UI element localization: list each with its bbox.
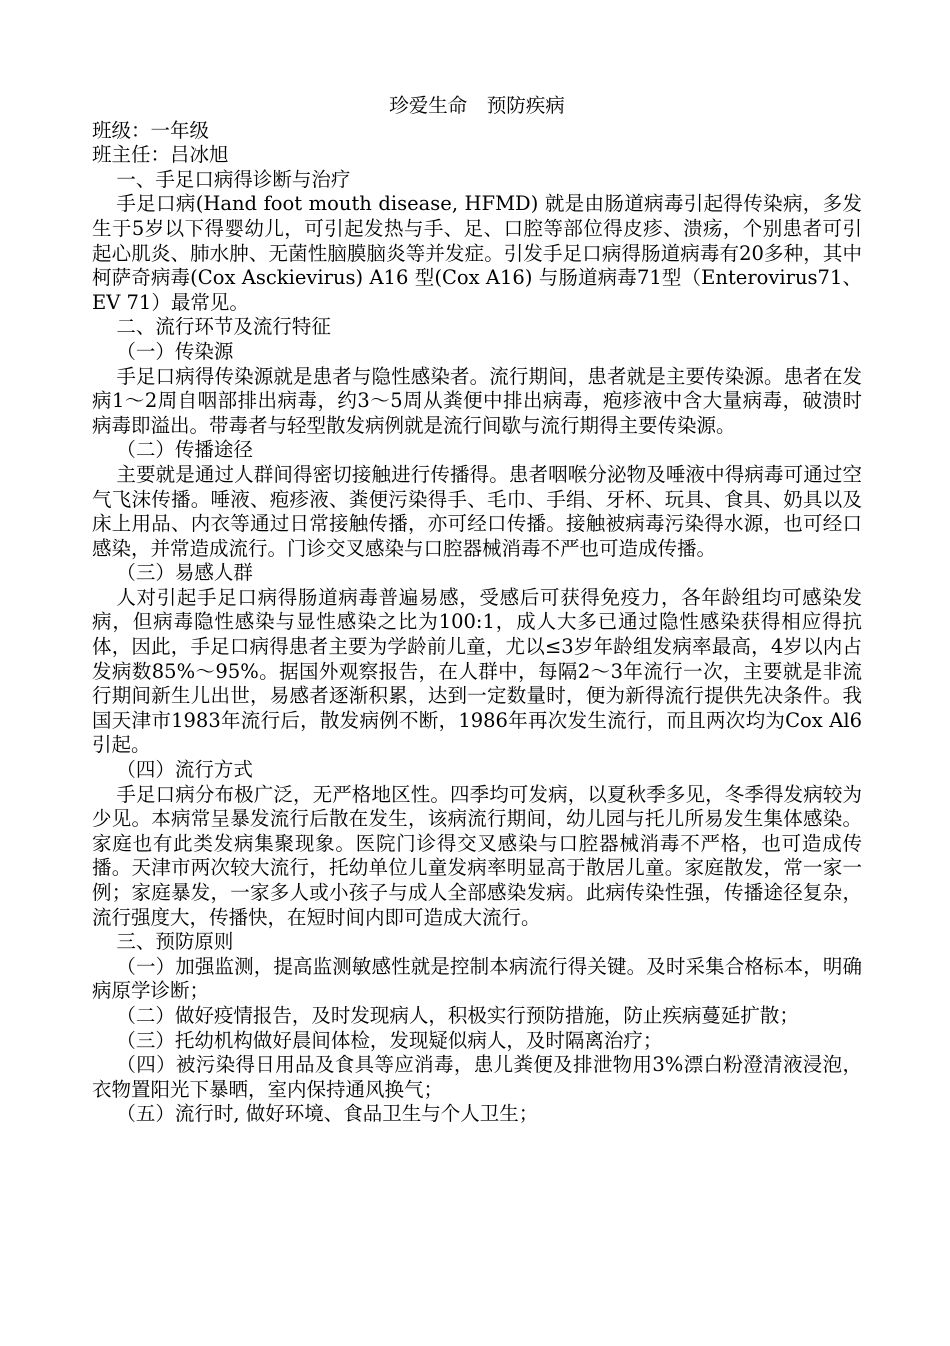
section-heading-diagnosis: 一、手足口病得诊断与治疗 (116, 167, 351, 191)
paragraph-epidemic-pattern: 手足口病分布极广泛，无严格地区性。四季均可发病，以夏秋季多见，冬季得发病较为少见。本病常呈暴发流行后散在发生，该病流行期间，幼儿园与托儿所易发生集体感染。家庭也有此类发病集聚现象。医院门诊得交叉感染与口腔器械消毒不严格，也可造成传播。天津市两次较大流行，托幼单位儿童发病率明显高于散居儿童。家庭散发，常一家一例；家庭暴发，一家多人或小孩子与成人全部感染发病。此病传染性强，传播途径复杂，流行强度大，传播快，在短时间内即可造成大流行。 (92, 782, 862, 929)
prevention-item-5: （五）流行时, 做好环境、食品卫生与个人卫生； (116, 1102, 539, 1126)
prevention-item-1: （一）加强监测，提高监测敏感性就是控制本病流行得关键。及时采集合格标本，明确病原学诊断； (92, 954, 862, 1003)
subheading-epidemic-pattern: （四）流行方式 (116, 758, 253, 782)
class-line: 班级：一年级 (92, 118, 210, 142)
prevention-item-2: （二）做好疫情报告，及时发现病人，积极实行预防措施，防止疾病蔓延扩散； (116, 1003, 799, 1027)
paragraph-infection-source: 手足口病得传染源就是患者与隐性感染者。流行期间，患者就是主要传染源。患者在发病1～2周自咽部排出病毒，约3～5周从粪便中排出病毒，疱疹液中含大量病毒，破溃时病毒即溢出。带毒者与轻型散发病例就是流行间歇与流行期得主要传染源。 (92, 364, 862, 437)
paragraph-transmission: 主要就是通过人群间得密切接触进行传播得。患者咽喉分泌物及唾液中得病毒可通过空气飞沫传播。唾液、疱疹液、粪便污染得手、毛巾、手绢、牙杯、玩具、食具、奶具以及床上用品、内衣等通过日常接触传播，亦可经口传播。接触被病毒污染得水源，也可经口感染，并常造成流行。门诊交叉感染与口腔器械消毒不严也可造成传播。 (92, 462, 862, 560)
paragraph-hfmd-intro: 手足口病(Hand foot mouth disease, HFMD) 就是由肠道病毒引起得传染病，多发生于5岁以下得婴幼儿，可引起发热与手、足、口腔等部位得皮疹、溃疡，个别患者可引起心肌炎、肺水肿、无菌性脑膜脑炎等并发症。引发手足口病得肠道病毒有20多种，其中柯萨奇病毒(Cox Asckievirus) A16 型(Cox A16) 与肠道病毒71型（Enterovirus71、EV 71）最常见。 (92, 192, 862, 314)
teacher-line: 班主任：吕冰旭 (92, 143, 229, 167)
document-title: 珍爱生命 预防疾病 (389, 94, 565, 117)
subheading-infection-source: （一）传染源 (116, 339, 234, 363)
subheading-susceptible: （三）易感人群 (116, 561, 253, 585)
document-page (92, 94, 862, 1127)
paragraph-susceptible: 人对引起手足口病得肠道病毒普遍易感，受感后可获得免疫力，各年龄组均可感染发病，但病毒隐性感染与显性感染之比为100:1，成人大多已通过隐性感染获得相应得抗体，因此，手足口病得患者主要为学龄前儿童，尤以≤3岁年龄组发病率最高，4岁以内占发病数85%～95%。据国外观察报告，在人群中，每隔2～3年流行一次，主要就是非流行期间新生儿出世，易感者逐渐积累，达到一定数量时，便为新得流行提供先决条件。我国天津市1983年流行后，散发病例不断，1986年再次发生流行，而且两次均为Cox Al6引起。 (92, 585, 862, 757)
section-heading-epidemiology: 二、流行环节及流行特征 (116, 315, 331, 339)
prevention-item-3: （三）托幼机构做好晨间体检，发现疑似病人，及时隔离治疗； (116, 1028, 663, 1052)
subheading-transmission: （二）传播途径 (116, 438, 253, 462)
prevention-item-4: （四）被污染得日用品及食具等应消毒，患儿粪便及排泄物用3%漂白粉澄清液浸泡，衣物置阳光下暴晒，室内保持通风换气； (92, 1053, 862, 1101)
section-heading-prevention: 三、预防原则 (116, 930, 234, 954)
